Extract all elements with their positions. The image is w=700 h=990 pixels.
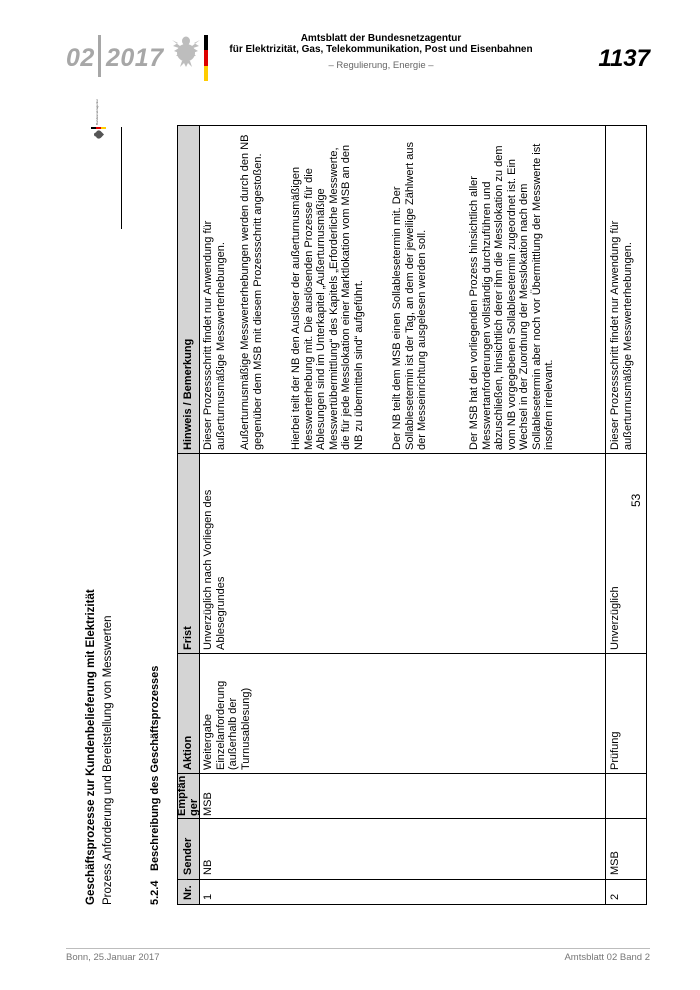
rotated-document-page	[85, 98, 655, 905]
row1-deadline: Unverzüglich nach Vorliegen des Ablesegrundes	[202, 489, 227, 650]
header-receiver: Empfän ger	[176, 775, 200, 816]
flag-black-stripe	[204, 35, 208, 50]
header-rule	[121, 127, 122, 229]
document-subtitle: Prozess Anforderung und Bereitstellung von Messwerten	[102, 615, 114, 905]
process-table	[177, 125, 647, 905]
header-sender: Sender	[182, 837, 194, 875]
bundesnetzagentur-logo	[91, 98, 117, 139]
logo-flag	[91, 127, 106, 129]
row2-deadline: Unverzüglich	[609, 586, 621, 650]
section-title: Beschreibung des Geschäftsprozesses	[149, 665, 161, 871]
inner-page-number: 53	[629, 493, 643, 507]
header-action: Aktion	[182, 735, 194, 770]
row2-sender: MSB	[609, 851, 621, 875]
flag-red-stripe	[204, 50, 208, 65]
column-divider	[178, 773, 646, 774]
publication-title-line1: Amtsblatt der Bundesnetzagentur	[300, 33, 462, 44]
logo-flag-gold	[101, 127, 106, 129]
logo-text: Bundesnetzagentur	[95, 98, 99, 125]
issue-year: 2017	[106, 44, 164, 72]
footer-rule	[66, 948, 650, 949]
page-number: 1137	[598, 45, 650, 72]
row1-sender: NB	[202, 859, 214, 875]
row1-note-4: Der NB teilt dem MSB einen Sollablesetermin mit. Der Sollablesetermin ist der Tag, an dem der jeweilige Zählwert aus der Messeinrichtung ausgelesen werden soll.	[391, 142, 428, 450]
logo-eagle-icon	[94, 130, 104, 139]
column-divider	[178, 653, 646, 654]
row1-note-5: Der MSB hat den vorliegenden Prozess hinsichtlich aller Messwertanforderungen vollständig durchzuführen und abzuschließen, hinsichtlich derer ihm die Messlokation zu dem vom NB vorgegebenen Sollablesetermin zugeordnet ist. Ein Wechsel in der Zuordnung der Messlokation nach dem Sollablesetermin aber noch vor Übermittlung der Messwerte ist insofern irrelevant.	[468, 143, 555, 450]
row2-note-1: Dieser Prozessschritt findet nur Anwendung für außerturnusmäßige Messwerterhebungen.	[609, 220, 634, 450]
column-divider	[178, 818, 646, 819]
issue-number: 02	[66, 44, 95, 72]
column-divider	[178, 453, 646, 454]
footer-issue-label: Amtsblatt 02 Band 2	[564, 952, 650, 963]
federal-eagle-icon	[170, 32, 202, 68]
row1-note-1: Dieser Prozessschritt findet nur Anwendung für außerturnusmäßige Messwerterhebungen.	[202, 220, 227, 450]
flag-gold-stripe	[204, 66, 208, 81]
publication-title-line2: für Elektrizität, Gas, Telekommunikation, Post und Eisenbahnen	[229, 44, 533, 55]
row1-receiver: MSB	[202, 792, 214, 816]
row1-note-2: Außerturnusmäßige Messwerterhebungen werden durch den NB gegenüber dem MSB mit diesem Prozessschritt angestoßen.	[239, 134, 264, 450]
row1-nr: 1	[202, 893, 214, 900]
header-deadline: Frist	[182, 626, 194, 650]
column-divider	[178, 879, 646, 880]
row2-nr: 2	[609, 893, 621, 900]
section-number: 5.2.4	[149, 880, 161, 905]
header-notes: Hinweis / Bemerkung	[182, 338, 194, 450]
footer-place-date: Bonn, 25.Januar 2017	[66, 952, 160, 963]
row2-action: Prüfung	[609, 731, 621, 770]
row1-note-3: Hierbei teilt der NB den Auslöser der außerturnusmäßigen Messwerterhebung mit. Die auslösenden Prozesse für die Ablesungen sind im Unterkapitel „Außerturnusmäßige Messwertübermittlung“ des Kapitels „Erforderliche Messwerte, die für jede Messlokation einer Marktlokation vom MSB an den NB zu übermitteln sind“ aufgeführt.	[290, 144, 365, 450]
german-flag-bar	[204, 35, 208, 81]
header-nr: Nr.	[182, 885, 194, 900]
publication-subtitle: – Regulierung, Energie –	[328, 60, 434, 71]
table-header-row	[178, 126, 200, 904]
header-divider	[98, 35, 101, 77]
document-title: Geschäftsprozesse zur Kundenbelieferung mit Elektrizität	[85, 589, 97, 905]
row1-action: Weitergabe Einzelanforderung (außerhalb der Turnusablesung)	[202, 680, 252, 770]
row-divider	[605, 126, 606, 904]
